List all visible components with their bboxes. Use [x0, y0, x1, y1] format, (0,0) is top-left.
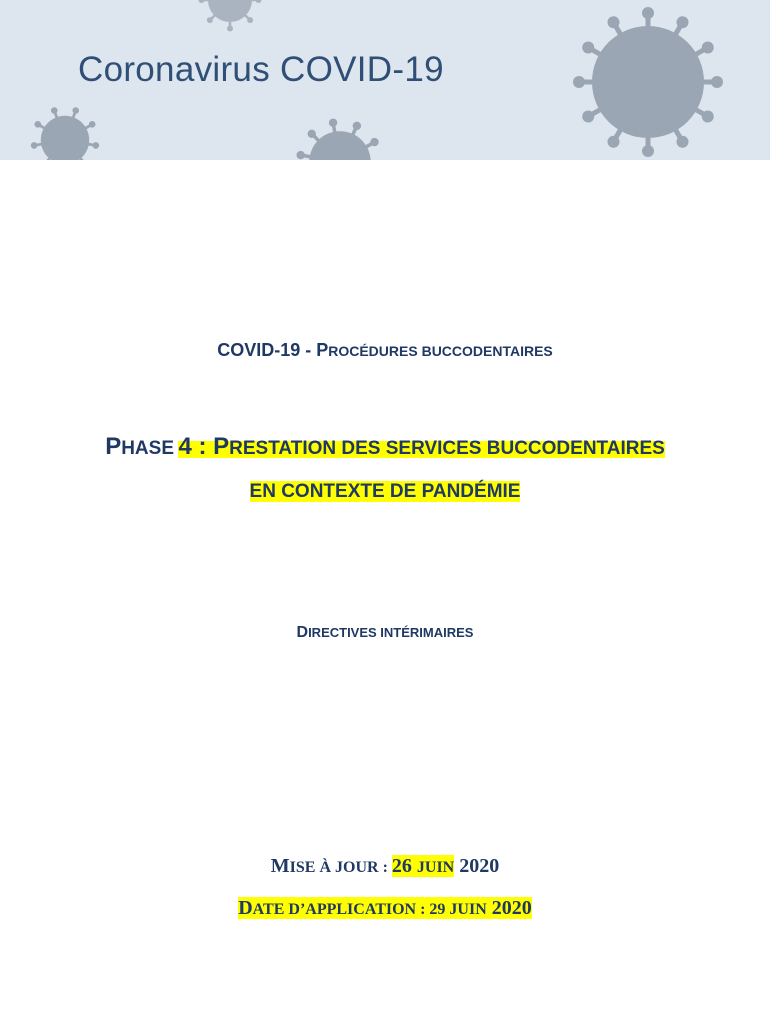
virus-icon: [199, 0, 262, 32]
phase-title-rest: RESTATION DES SERVICES BUCCODENTAIRES: [229, 438, 665, 459]
phase-title-line2-text: EN CONTEXTE DE PANDÉMIE: [249, 481, 521, 502]
phase-title-initial: P: [213, 433, 230, 460]
header-banner: [0, 0, 770, 160]
virus-icon: [30, 106, 99, 160]
directives-label: [0, 624, 770, 642]
virus-icon: [296, 118, 380, 160]
virus-icon: [573, 7, 723, 157]
application-date: [0, 897, 770, 920]
document-type: [0, 340, 770, 361]
update-month: JUIN: [416, 859, 455, 876]
update-year: 2020: [454, 855, 500, 877]
application-year: 2020: [486, 897, 532, 919]
update-label: ISE À JOUR :: [289, 859, 392, 876]
application-month: JUIN: [449, 901, 487, 918]
phase-number: 4 :: [178, 433, 214, 460]
update-day: 26: [391, 855, 417, 877]
phase-title-line-2: [0, 471, 770, 514]
doc-type-prefix: COVID-19 - P: [217, 340, 329, 360]
phase-title: [0, 426, 770, 514]
directives-initial: D: [296, 624, 309, 641]
update-date: [0, 855, 770, 878]
phase-label-rest: HASE: [121, 438, 174, 459]
banner-title: Coronavirus COVID-19: [78, 50, 444, 89]
phase-title-line-1: [0, 426, 770, 471]
update-initial: M: [270, 855, 290, 877]
application-initial: D: [238, 897, 253, 919]
directives-rest: IRECTIVES INTÉRIMAIRES: [308, 625, 474, 640]
application-label: ATE D’APPLICATION : 29: [252, 901, 450, 918]
doc-type-rest: ROCÉDURES BUCCODENTAIRES: [328, 343, 553, 359]
phase-initial: P: [105, 433, 122, 460]
